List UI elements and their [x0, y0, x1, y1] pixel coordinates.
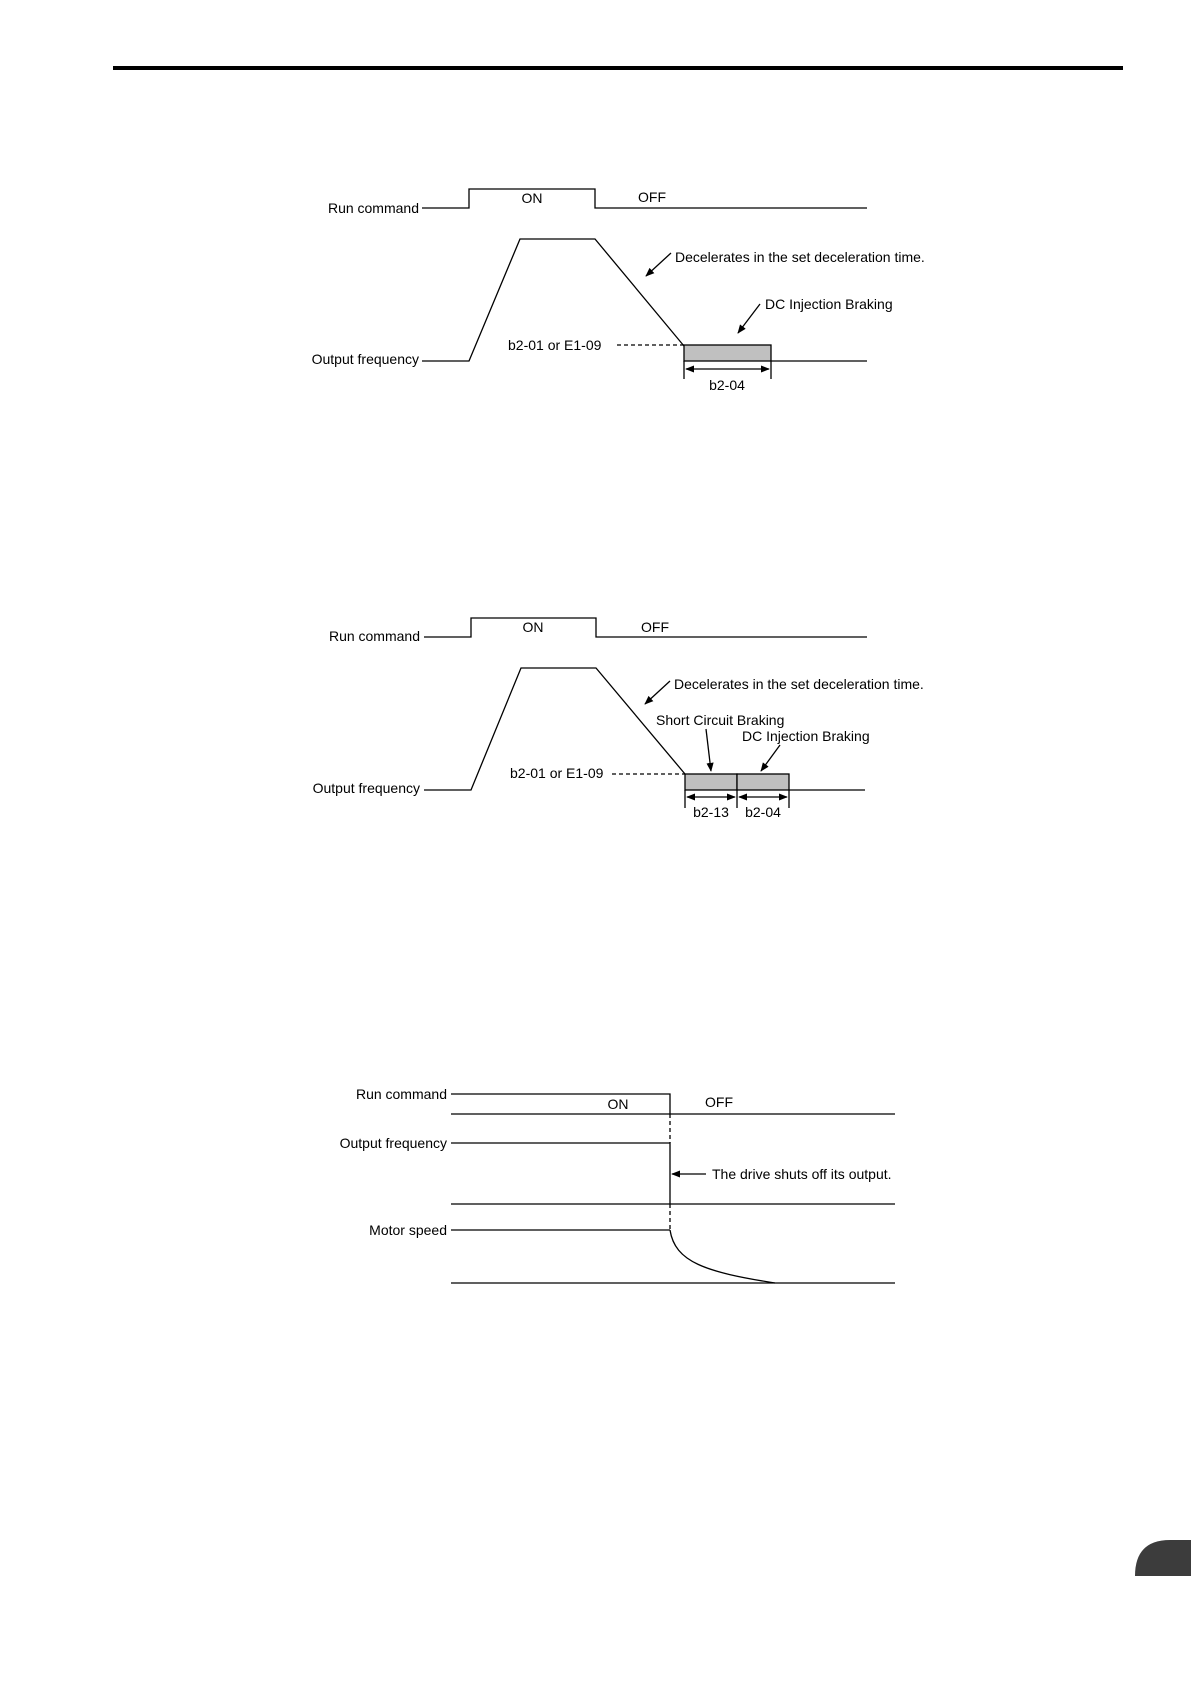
motor-speed-label: Motor speed [369, 1222, 447, 1238]
dc-braking-label: DC Injection Braking [742, 728, 870, 744]
dc-braking-label: DC Injection Braking [765, 296, 893, 312]
off-label: OFF [705, 1094, 733, 1110]
decel-arrow [645, 681, 670, 704]
short-circuit-block [685, 774, 737, 790]
decel-note: Decelerates in the set deceleration time. [675, 249, 925, 265]
threshold-label: b2-01 or E1-09 [510, 765, 604, 781]
decel-arrow [646, 253, 671, 276]
shutoff-note: The drive shuts off its output. [712, 1166, 892, 1182]
run-command-label: Run command [327, 200, 419, 216]
on-label: ON [522, 619, 544, 635]
short-circuit-duration-label: b2-13 [693, 804, 729, 820]
on-label: ON [521, 190, 543, 206]
run-command-label: Run command [328, 628, 420, 644]
dc-duration-label: b2-04 [745, 804, 781, 820]
off-label: OFF [641, 619, 669, 635]
duration-label: b2-04 [709, 377, 745, 393]
dc-braking-arrow [738, 304, 760, 333]
diagram-dc-injection-stop [312, 189, 925, 393]
diagram-short-circuit-stop [313, 618, 924, 820]
output-frequency-label: Output frequency [312, 780, 420, 796]
output-frequency-label: Output frequency [339, 1135, 447, 1151]
run-command-label: Run command [355, 1086, 447, 1102]
motor-speed-coast-curve [670, 1230, 895, 1283]
output-frequency-label: Output frequency [311, 351, 419, 367]
run-command-signal [451, 1094, 895, 1114]
decel-note: Decelerates in the set deceleration time. [674, 676, 924, 692]
dc-braking-arrow [761, 745, 780, 771]
header-rule [113, 66, 1123, 70]
page-tab [1135, 1540, 1191, 1576]
off-label: OFF [638, 189, 666, 205]
output-frequency-signal [451, 1143, 670, 1204]
on-label: ON [607, 1096, 629, 1112]
short-circuit-label: Short Circuit Braking [656, 712, 785, 728]
threshold-label: b2-01 or E1-09 [508, 337, 602, 353]
diagram-coast-to-stop [340, 1086, 895, 1283]
short-circuit-arrow [706, 729, 711, 771]
dc-braking-block [684, 345, 771, 361]
dc-braking-block [737, 774, 789, 790]
